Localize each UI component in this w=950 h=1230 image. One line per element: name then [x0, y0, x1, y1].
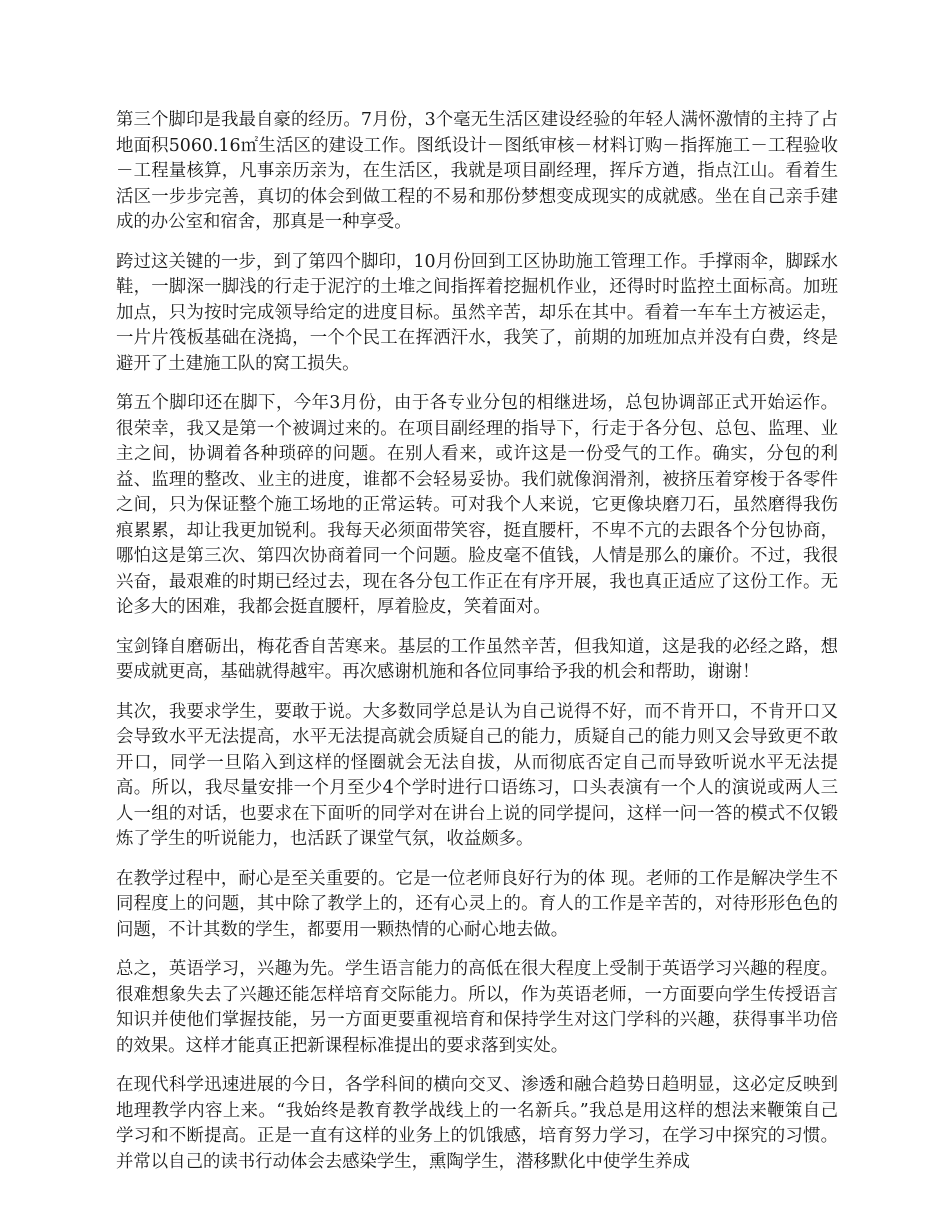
paragraph: 第三个脚印是我最自豪的经历。7月份，3个毫无生活区建设经验的年轻人满怀激情的主持了占地面积5060.16㎡生活区的建设工作。图纸设计－图纸审核－材料订购－指挥施工－工程验收－工程量核算，凡事亲历亲为，在生活区，我就是项目副经理，挥斥方遒，指点江山。看着生活区一步步完善，真切的体会到做工程的不易和那份梦想变成现实的成就感。坐在自己亲手建成的办公室和宿舍，那真是一种享受。 [116, 110, 838, 232]
paragraph: 在现代科学迅速进展的今日，各学科间的横向交叉、渗透和融合趋势日趋明显，这必定反映到地理教学内容上来。“我始终是教育教学战线上的一名新兵。”我总是用这样的想法来鞭策自己学习和不断提高。正是一直有这样的业务上的饥饿感，培育努力学习，在学习中探究的习惯。并常以自己的读书行动体会去感染学生，熏陶学生，潜移默化中使学生养成 [116, 1075, 838, 1172]
paragraph: 其次，我要求学生，要敢于说。大多数同学总是认为自己说得不好，而不肯开口，不肯开口又会导致水平无法提高，水平无法提高就会质疑自己的能力，质疑自己的能力则又会导致更不敢开口，同学一旦陷入到这样的怪圈就会无法自拔，从而彻底否定自己而导致听说水平无法提高。所以，我尽量安排一个月至少4个学时进行口语练习，口头表演有一个人的演说或两人三人一组的对话，也要求在下面听的同学对在讲台上说的同学提问，这样一问一答的模式不仅锻炼了学生的听说能力，也活跃了课堂气氛，收益颇多。 [116, 701, 838, 849]
document-body [116, 108, 838, 1189]
paragraph: 第五个脚印还在脚下，今年3月份，由于各专业分包的相继进场，总包协调部正式开始运作。很荣幸，我又是第一个被调过来的。在项目副经理的指导下，行走于各分包、总包、监理、业主之间，协调着各种琐碎的问题。在别人看来，或许这是一份受气的工作。确实，分包的利益、监理的整改、业主的进度，谁都不会轻易妥协。我们就像润滑剂，被挤压着穿梭于各零件之间，只为保证整个施工场地的正常运转。可对我个人来说，它更像块磨刀石，虽然磨得我伤痕累累，却让我更加锐利。我每天必须面带笑容，挺直腰杆，不卑不亢的去跟各个分包协商，哪怕这是第三次、第四次协商着同一个问题。脸皮毫不值钱，人情是那么的廉价。不过，我很兴奋，最艰难的时期已经过去，现在各分包工作正在有序开展，我也真正适应了这份工作。无论多大的困难，我都会挺直腰杆，厚着脸皮，笑着面对。 [116, 393, 838, 617]
paragraph: 总之，英语学习，兴趣为先。学生语言能力的高低在很大程度上受制于英语学习兴趣的程度。很难想象失去了兴趣还能怎样培育交际能力。所以，作为英语老师，一方面要向学生传授语言知识并使他们掌握技能，另一方面更要重视培育和保持学生对这门学科的兴趣，获得事半功倍的效果。这样才能真正把新课程标准提出的要求落到实处。 [116, 959, 838, 1056]
paragraph: 在教学过程中，耐心是至关重要的。它是一位老师良好行为的体 现。老师的工作是解决学生不同程度上的问题，其中除了教学上的，还有心灵上的。育人的工作是辛苦的，对待形形色色的问题，不计其数的学生，都要用一颗热情的心耐心地去做。 [116, 868, 838, 940]
paragraph: 宝剑锋自磨砺出，梅花香自苦寒来。基层的工作虽然辛苦，但我知道，这是我的必经之路，想要成就更高，基础就得越牢。再次感谢机施和各位同事给予我的机会和帮助，谢谢！ [116, 636, 838, 682]
paragraph: 跨过这关键的一步，到了第四个脚印，10月份回到工区协助施工管理工作。手撑雨伞，脚踩水鞋，一脚深一脚浅的行走于泥泞的土堆之间指挥着挖掘机作业，还得时时监控土面标高。加班加点，只为按时完成领导给定的进度目标。虽然辛苦，却乐在其中。看着一车车土方被运走，一片片筏板基础在浇捣，一个个民工在挥洒汗水，我笑了，前期的加班加点并没有白费，终是避开了土建施工队的窝工损失。 [116, 251, 838, 374]
